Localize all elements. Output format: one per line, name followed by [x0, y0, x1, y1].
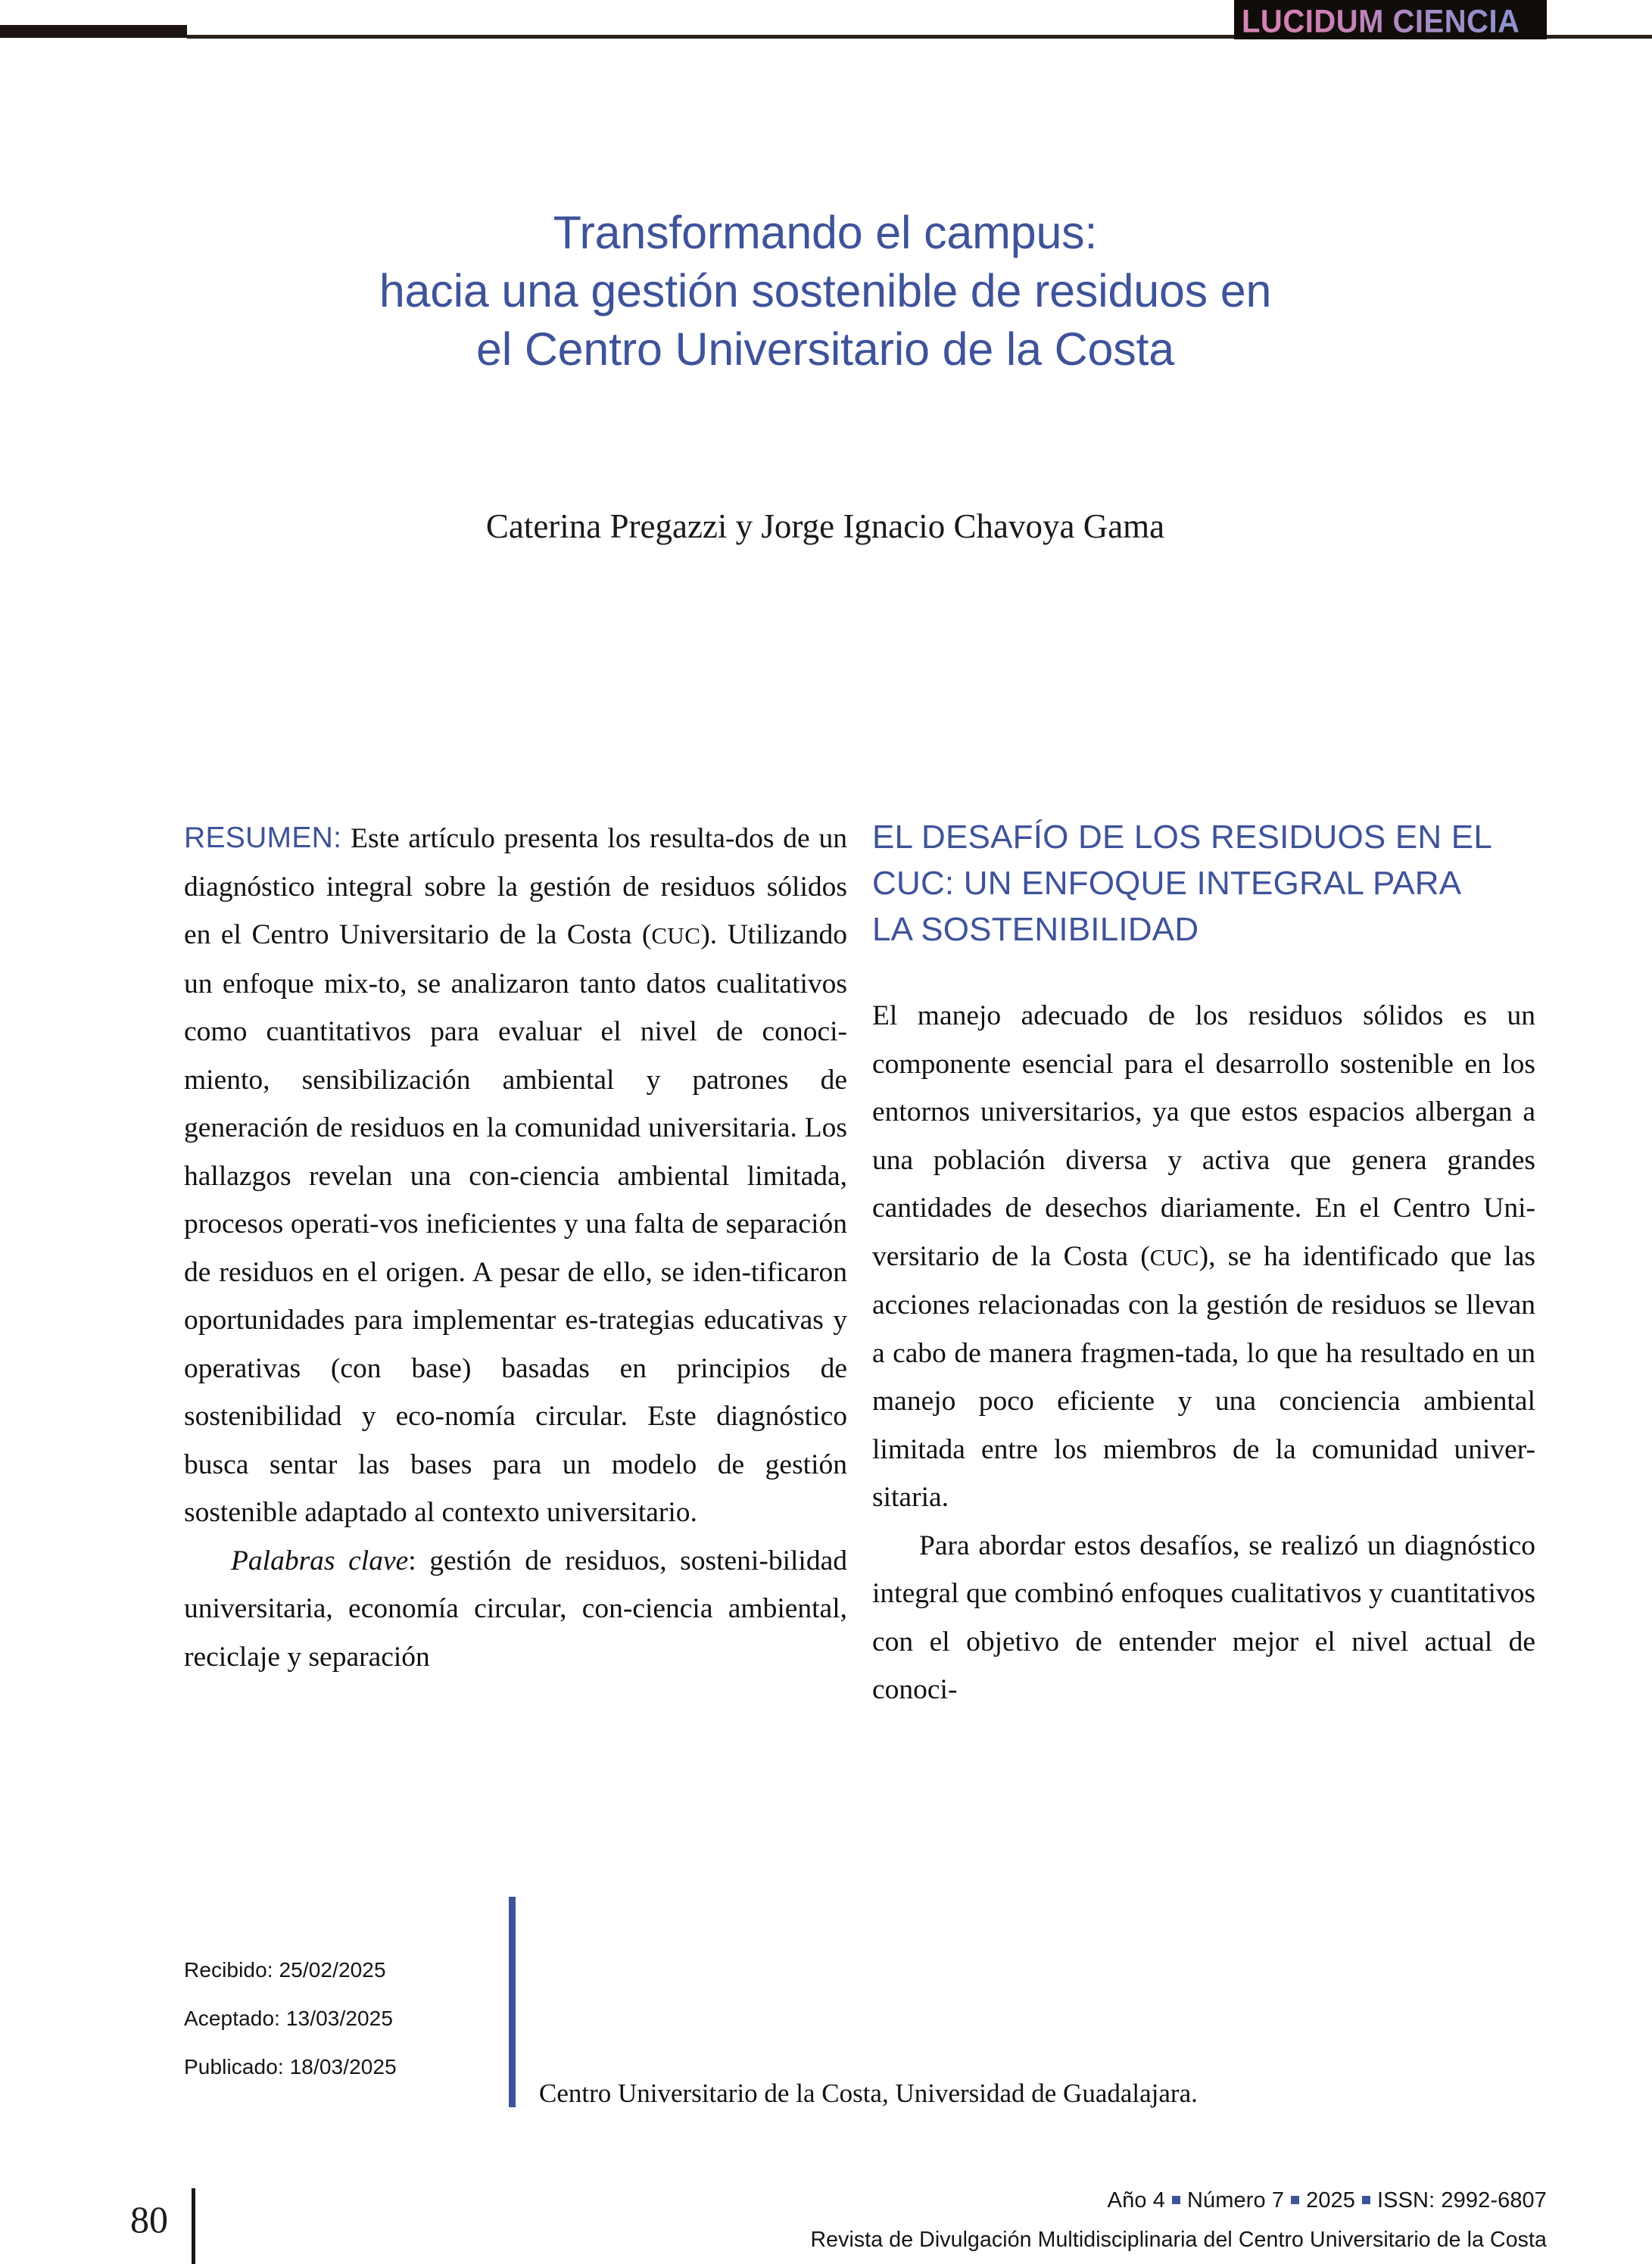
body-paragraph-1	[872, 992, 1535, 1522]
keywords-paragraph	[184, 1537, 847, 1682]
square-bullet-icon	[1291, 2196, 1299, 2204]
square-bullet-icon	[1362, 2196, 1370, 2204]
accepted-date: Aceptado: 13/03/2025	[184, 2007, 394, 2030]
page-number: 80	[130, 2198, 168, 2241]
footer-issn: ISSN: 2992-6807	[1377, 2188, 1547, 2213]
abstract-text-part1: Este artículo presenta los resulta-dos de un diagnóstico integral sobre la gestión de residuos sólidos en el Centro Universitario de la Costa (	[184, 823, 847, 950]
keywords-label: Palabras clave	[231, 1545, 409, 1576]
abstract-column	[184, 814, 847, 1681]
author-byline: Caterina Pregazzi y Jorge Ignacio Chavoya Gama	[485, 507, 1165, 545]
footnote-area	[0, 1885, 1652, 2135]
section-heading	[872, 814, 1535, 953]
body-paragraph-2: Para abordar estos desafíos, se realizó un diagnóstico integral que combinó enfoques cualitativos y cuantitativos con el objetivo de entender mejor el nivel actual de conoci-	[872, 1530, 1535, 1705]
footer-journal-info	[811, 2181, 1548, 2259]
journal-badge	[1234, 0, 1547, 39]
publication-dates	[184, 1946, 487, 2091]
title-line-3: el Centro Universitario de la Costa	[476, 323, 1174, 375]
page-footer	[0, 2181, 1652, 2264]
body-column	[872, 814, 1535, 1714]
section-heading-line-2: CUC: UN ENFOQUE INTEGRAL PARA	[872, 865, 1462, 902]
running-head-left-block	[0, 25, 187, 38]
abstract-paragraph	[184, 814, 847, 1537]
received-date: Recibido: 25/02/2025	[184, 1958, 386, 1982]
footer-journal-line: Revista de Divulgación Multidisciplinaria del Centro Universitario de la Costa	[810, 2228, 1547, 2252]
section-heading-line-1: EL DESAFÍO DE LOS RESIDUOS EN EL	[872, 819, 1493, 856]
footer-year-label: Año 4	[1107, 2188, 1165, 2213]
abstract-acronym-cuc: CUC	[651, 922, 701, 949]
title-line-2: hacia una gestión sostenible de residuos en	[379, 264, 1272, 317]
author-affiliation: Centro Universitario de la Costa, Universidad de Guadalajara.	[539, 2078, 1198, 2108]
keywords-text: : gestión de residuos, sosteni-bilidad universitaria, economía circular, con-ciencia ambiental, reciclaje y separación	[184, 1545, 847, 1673]
footer-year: 2025	[1306, 2188, 1356, 2213]
journal-badge-label: LUCIDUM CIENCIA	[1242, 2, 1520, 39]
published-date: Publicado: 18/03/2025	[184, 2055, 397, 2078]
section-heading-line-3: LA SOSTENIBILIDAD	[872, 911, 1199, 948]
body-p1-part2: ), se ha identificado que las acciones relacionadas con la gestión de residuos se llevan a cabo de manera fragmen-tada, lo que ha resultado en un manejo poco eficiente y una conciencia ambiental limitada entre los miembros de la comunidad univer-sitaria.	[872, 1240, 1535, 1513]
running-head	[0, 0, 1652, 53]
page-title	[182, 204, 1469, 379]
body-p1-acronym-cuc: CUC	[1149, 1243, 1199, 1271]
footer-issue-label: Número 7	[1186, 2188, 1285, 2213]
title-line-1: Transformando el campus:	[553, 206, 1098, 258]
body-p1-part1: El manejo adecuado de los residuos sólidos es un componente esencial para el desarrollo sostenible en los entornos universitarios, ya que estos espacios albergan a una población diversa y activa que genera grandes cantidades de desechos diariamente. En el Centro Uni-versitario de la Costa (	[872, 1000, 1535, 1272]
footnote-vertical-rule	[509, 1897, 516, 2107]
abstract-text-part2: ). Utilizando un enfoque mix-to, se analizaron tanto datos cualitativos como cuantitativos para evaluar el nivel de conoci-miento, sensibilización ambiental y patrones de generación de residuos en la comunidad universitaria. Los hallazgos revelan una con-ciencia ambiental limitada, procesos operati-vos ineficientes y una falta de separación de residuos en el origen. A pesar de ello, se iden-tificaron oportunidades para implementar es-trategias educativas y operativas (con base) basadas en principios de sostenibilidad y eco-nomía circular. Este diagnóstico busca sentar las bases para un modelo de gestión sostenible adaptado al contexto universitario.	[184, 919, 847, 1528]
footer-divider	[192, 2188, 195, 2264]
footer-issue-line	[811, 2181, 1548, 2220]
abstract-label: RESUMEN:	[184, 822, 342, 854]
square-bullet-icon	[1172, 2196, 1180, 2204]
